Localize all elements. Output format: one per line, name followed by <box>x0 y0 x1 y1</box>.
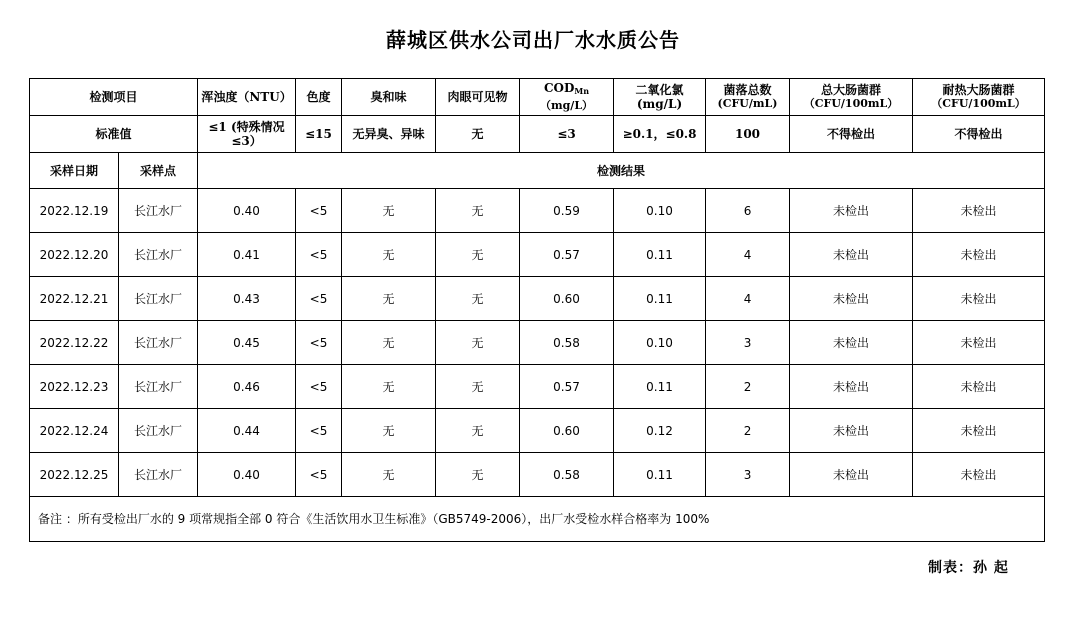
cell-date: 2022.12.20 <box>30 233 119 277</box>
table-row <box>30 233 1045 277</box>
standard-visible: 无 <box>436 116 520 153</box>
cod-label: COD <box>543 81 575 95</box>
cell-cod: 0.57 <box>520 365 614 409</box>
header-visible: 肉眼可见物 <box>436 79 520 116</box>
header-turbidity: 浑浊度（NTU） <box>198 79 296 116</box>
cell-site: 长江水厂 <box>119 321 198 365</box>
cell-chlorine-dioxide: 0.11 <box>614 277 706 321</box>
cell-odor: 无 <box>342 365 436 409</box>
cell-bacteria: 4 <box>706 233 790 277</box>
cell-thermo: 未检出 <box>913 277 1045 321</box>
table-row <box>30 453 1045 497</box>
results-body <box>30 189 1045 497</box>
cell-cod: 0.59 <box>520 189 614 233</box>
cell-odor: 无 <box>342 233 436 277</box>
cell-chlorine-dioxide: 0.10 <box>614 189 706 233</box>
cell-site: 长江水厂 <box>119 189 198 233</box>
cell-date: 2022.12.23 <box>30 365 119 409</box>
cell-color: <5 <box>296 233 342 277</box>
table-row <box>30 277 1045 321</box>
cell-coliform: 未检出 <box>790 321 913 365</box>
cell-bacteria: 3 <box>706 321 790 365</box>
cell-cod: 0.57 <box>520 233 614 277</box>
cell-coliform: 未检出 <box>790 453 913 497</box>
cell-color: <5 <box>296 365 342 409</box>
cell-color: <5 <box>296 453 342 497</box>
bacteria-title: 菌落总数 <box>723 83 772 97</box>
cell-visible: 无 <box>436 233 520 277</box>
cell-thermo: 未检出 <box>913 365 1045 409</box>
cell-chlorine-dioxide: 0.11 <box>614 365 706 409</box>
cell-thermo: 未检出 <box>913 189 1045 233</box>
cell-odor: 无 <box>342 189 436 233</box>
cell-turbidity: 0.40 <box>198 189 296 233</box>
header-cod <box>520 79 614 116</box>
standard-label: 标准值 <box>30 116 198 153</box>
subheader-results: 检测结果 <box>198 153 1045 189</box>
cod-subscript: Mn <box>574 86 590 96</box>
cell-cod: 0.60 <box>520 277 614 321</box>
standard-turbidity-line2: ≤3） <box>231 134 262 148</box>
cell-thermo: 未检出 <box>913 233 1045 277</box>
note-row <box>30 497 1045 542</box>
cell-turbidity: 0.43 <box>198 277 296 321</box>
header-row <box>30 79 1045 116</box>
standard-coliform: 不得检出 <box>790 116 913 153</box>
header-chlorine-dioxide: 二氧化氯(mg/L) <box>614 79 706 116</box>
cell-date: 2022.12.22 <box>30 321 119 365</box>
cell-date: 2022.12.25 <box>30 453 119 497</box>
cell-visible: 无 <box>436 409 520 453</box>
subheader-site: 采样点 <box>119 153 198 189</box>
cell-color: <5 <box>296 321 342 365</box>
standard-row <box>30 116 1045 153</box>
cell-site: 长江水厂 <box>119 233 198 277</box>
cell-coliform: 未检出 <box>790 233 913 277</box>
standard-odor: 无异臭、异味 <box>342 116 436 153</box>
standard-chlorine-dioxide: ≥0.1，≤0.8 <box>614 116 706 153</box>
cod-unit: （mg/L） <box>539 99 594 112</box>
header-coliform <box>790 79 913 116</box>
cell-color: <5 <box>296 189 342 233</box>
table-row <box>30 365 1045 409</box>
cell-bacteria: 2 <box>706 365 790 409</box>
cell-site: 长江水厂 <box>119 409 198 453</box>
header-odor: 臭和味 <box>342 79 436 116</box>
cell-coliform: 未检出 <box>790 409 913 453</box>
cell-site: 长江水厂 <box>119 453 198 497</box>
cell-visible: 无 <box>436 365 520 409</box>
standard-color: ≤15 <box>296 116 342 153</box>
cell-coliform: 未检出 <box>790 189 913 233</box>
cell-coliform: 未检出 <box>790 365 913 409</box>
cell-coliform: 未检出 <box>790 277 913 321</box>
header-item: 检测项目 <box>30 79 198 116</box>
cell-bacteria: 6 <box>706 189 790 233</box>
cell-turbidity: 0.46 <box>198 365 296 409</box>
cell-bacteria: 2 <box>706 409 790 453</box>
cell-bacteria: 4 <box>706 277 790 321</box>
cell-cod: 0.60 <box>520 409 614 453</box>
coliform-title: 总大肠菌群 <box>821 83 882 97</box>
standard-turbidity-line1: ≤1 (特殊情况 <box>208 120 285 134</box>
cell-cod: 0.58 <box>520 321 614 365</box>
cell-date: 2022.12.21 <box>30 277 119 321</box>
cell-cod: 0.58 <box>520 453 614 497</box>
cell-odor: 无 <box>342 277 436 321</box>
cell-color: <5 <box>296 409 342 453</box>
cell-visible: 无 <box>436 321 520 365</box>
table-row <box>30 321 1045 365</box>
standard-cod: ≤3 <box>520 116 614 153</box>
cell-chlorine-dioxide: 0.11 <box>614 233 706 277</box>
cell-chlorine-dioxide: 0.11 <box>614 453 706 497</box>
cell-thermo: 未检出 <box>913 321 1045 365</box>
cell-thermo: 未检出 <box>913 453 1045 497</box>
coliform-unit: （CFU/100mL） <box>803 97 899 110</box>
page-title: 薛城区供水公司出厂水水质公告 <box>386 28 680 52</box>
cell-turbidity: 0.45 <box>198 321 296 365</box>
thermo-title: 耐热大肠菌群 <box>942 83 1015 97</box>
cell-visible: 无 <box>436 453 520 497</box>
cell-chlorine-dioxide: 0.12 <box>614 409 706 453</box>
header-bacteria <box>706 79 790 116</box>
cell-color: <5 <box>296 277 342 321</box>
cell-odor: 无 <box>342 453 436 497</box>
bacteria-unit: (CFU/mL) <box>717 97 778 110</box>
subheader-row <box>30 153 1045 189</box>
header-thermo <box>913 79 1045 116</box>
cell-odor: 无 <box>342 321 436 365</box>
cell-turbidity: 0.41 <box>198 233 296 277</box>
cell-site: 长江水厂 <box>119 277 198 321</box>
standard-thermo: 不得检出 <box>913 116 1045 153</box>
thermo-unit: （CFU/100mL） <box>931 97 1026 110</box>
standard-turbidity <box>198 116 296 153</box>
water-quality-table <box>29 78 1045 542</box>
cell-date: 2022.12.24 <box>30 409 119 453</box>
cell-thermo: 未检出 <box>913 409 1045 453</box>
table-row <box>30 409 1045 453</box>
cell-visible: 无 <box>436 277 520 321</box>
cell-site: 长江水厂 <box>119 365 198 409</box>
cell-turbidity: 0.44 <box>198 409 296 453</box>
cell-odor: 无 <box>342 409 436 453</box>
cell-bacteria: 3 <box>706 453 790 497</box>
cell-visible: 无 <box>436 189 520 233</box>
header-color: 色度 <box>296 79 342 116</box>
cell-date: 2022.12.19 <box>30 189 119 233</box>
table-maker: 制表：孙 起 <box>928 560 1009 576</box>
standard-bacteria: 100 <box>706 116 790 153</box>
cell-chlorine-dioxide: 0.10 <box>614 321 706 365</box>
table-row <box>30 189 1045 233</box>
cell-turbidity: 0.40 <box>198 453 296 497</box>
subheader-date: 采样日期 <box>30 153 119 189</box>
note-text: 备注 ：所有受检出厂水的 9 项常规指全部 0 符合《生活饮用水卫生标准》（GB5749-2006），出厂水受检水样合格率为 100% <box>30 497 1045 542</box>
